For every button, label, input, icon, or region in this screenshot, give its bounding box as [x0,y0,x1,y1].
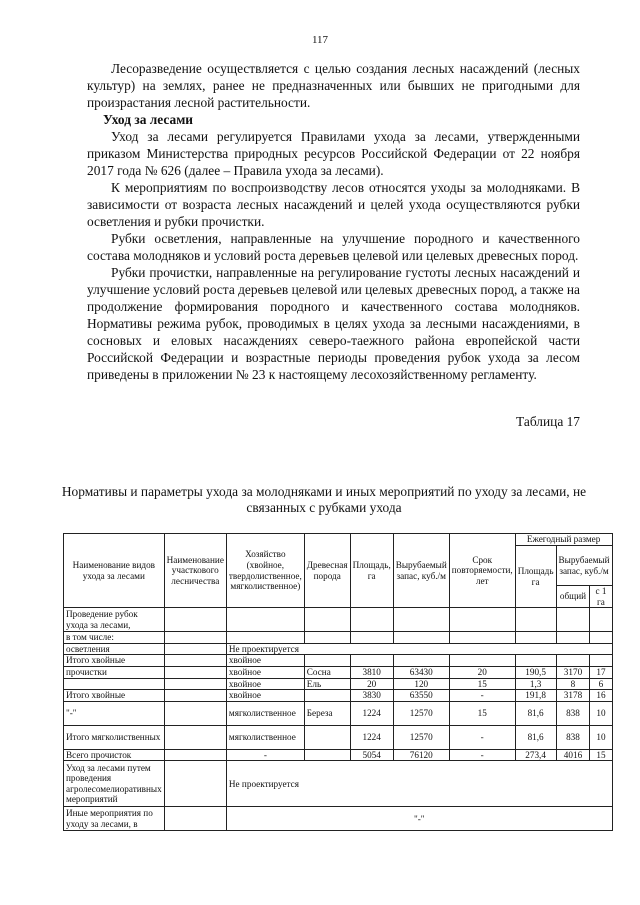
row-name: Всего прочисток [64,749,165,761]
row-farm: хвойное [226,678,304,690]
row-farm: хвойное [226,655,304,667]
row-name: Итого хвойные [64,690,165,702]
row-annual-per-ha: 10 [590,725,612,749]
col-name: Наименование видов ухода за лесами [64,534,165,608]
col-farm: Хозяйство (хвойное, твердолиственное, мягколиственное) [226,534,304,608]
row-area: 1224 [350,725,393,749]
col-species: Древесная порода [304,534,350,608]
col-area: Площадь, га [350,534,393,608]
row-name: в том числе: [64,632,165,644]
col-annual: Ежегодный размер [515,534,612,546]
col-forestry: Наименование участкового лесничества [164,534,226,608]
col-period: Срок повторяемости, лет [449,534,515,608]
row-annual-area: 190,5 [515,666,556,678]
row-annual-total: 838 [556,701,590,725]
table-row [64,632,613,644]
table-row [64,701,613,725]
row-annual-per-ha: 10 [590,701,612,725]
norms-table [63,533,613,831]
row-annual-area: 1,3 [515,678,556,690]
table-row [64,608,613,632]
row-period: 15 [449,701,515,725]
row-area: 5054 [350,749,393,761]
col-total: общий [556,586,590,608]
row-period: - [449,690,515,702]
row-farm: мягколиственное [226,701,304,725]
table-row [64,761,613,807]
row-period: 15 [449,678,515,690]
row-annual-total: 838 [556,725,590,749]
header-row [64,534,613,546]
row-annual-total: 3178 [556,690,590,702]
paragraph-lightening: Рубки осветления, направленные на улучшение породного и качественного состава молодняков и условий роста деревьев целевой или целевых древесных пород. [87,231,580,263]
table-row [64,655,613,667]
row-annual-area: 273,4 [515,749,556,761]
row-period: - [449,725,515,749]
section-heading: Уход за лесами [103,112,194,127]
table-row [64,807,613,831]
row-name: Проведение рубок ухода за лесами, [64,608,165,632]
table-row [64,678,613,690]
row-annual-total: 8 [556,678,590,690]
row-annual-per-ha: 6 [590,678,612,690]
table-row [64,643,613,655]
row-area: 20 [350,678,393,690]
row-name: Итого хвойные [64,655,165,667]
row-farm: хвойное [226,690,304,702]
row-annual-area: 191,8 [515,690,556,702]
row-volume: 12570 [393,701,449,725]
row-period: 20 [449,666,515,678]
col-annual-area: Площадь га [515,546,556,608]
row-annual-per-ha: 15 [590,749,612,761]
table-row [64,690,613,702]
table-row [64,749,613,761]
row-annual-total: 3170 [556,666,590,678]
col-volume: Вырубаемый запас, куб./м [393,534,449,608]
row-annual-per-ha: 17 [590,666,612,678]
row-species: Береза [304,701,350,725]
row-note: Не проектируется [226,643,612,655]
row-volume: 76120 [393,749,449,761]
row-volume: 12570 [393,725,449,749]
page-number: 117 [311,34,329,46]
row-annual-total: 4016 [556,749,590,761]
row-area: 3830 [350,690,393,702]
row-annual-area: 81,6 [515,725,556,749]
paragraph-young-stands: К мероприятиям по воспроизводству лесов относятся уходы за молодняками. В зависимости от возраста лесных насаждений и целей ухода осуществляются рубки осветления и рубки прочистки. [87,180,580,229]
row-name: прочистки [64,666,165,678]
col-annual-volume: Вырубаемый запас, куб./м [556,546,612,586]
table-label: Таблица 17 [516,414,580,429]
row-area: 1224 [350,701,393,725]
row-farm: мягколиственное [226,725,304,749]
table-title: Нормативы и параметры ухода за молодняками и иных мероприятий по уходу за лесами, не связанных с рубками ухода [61,484,587,515]
row-volume: 63430 [393,666,449,678]
row-species: Сосна [304,666,350,678]
paragraph-afforestation: Лесоразведение осуществляется с целью создания лесных насаждений (лесных культур) на землях, ранее не предназначенных или бывших не пригодными для произрастания лесной растительности. [87,61,580,110]
row-volume: 63550 [393,690,449,702]
row-species: Ель [304,678,350,690]
row-note: "-" [226,807,612,831]
row-area: 3810 [350,666,393,678]
row-name: осветления [64,643,165,655]
text-body [87,60,580,430]
paragraph-care-rules: Уход за лесами регулируется Правилами ухода за лесами, утвержденными приказом Министерства природных ресурсов Российской Федерации от 22 ноября 2017 года № 626 (далее – Правила ухода за лесами). [87,129,580,178]
row-name: Итого мягколиственных [64,725,165,749]
row-annual-per-ha: 16 [590,690,612,702]
table-row [64,725,613,749]
table-row [64,666,613,678]
row-farm: - [226,749,304,761]
row-name: Уход за лесами путем проведения агролесомелиоративных мероприятий [64,761,165,807]
paragraph-cleaning: Рубки прочистки, направленные на регулирование густоты лесных насаждений и улучшение условий роста деревьев целевой или целевых древесных пород, а также на продолжение формирования породного и качественного состава молодняков. Нормативы режима рубок, проводимых в целях ухода за лесными насаждениями, в сосновых и еловых насаждениях северо-таежного района европейской части Российской Федерации и возрастные периоды проведения рубок ухода за лесом приведены в приложении № 23 к настоящему лесохозяйственному регламенту. [87,265,580,382]
row-name: Иные мероприятия по уходу за лесами, в [64,807,165,831]
row-volume: 120 [393,678,449,690]
row-annual-area: 81,6 [515,701,556,725]
row-period: - [449,749,515,761]
row-farm: хвойное [226,666,304,678]
row-name: "-" [64,701,165,725]
row-note: Не проектируется [226,761,612,807]
col-per-ha: с 1 га [590,586,612,608]
